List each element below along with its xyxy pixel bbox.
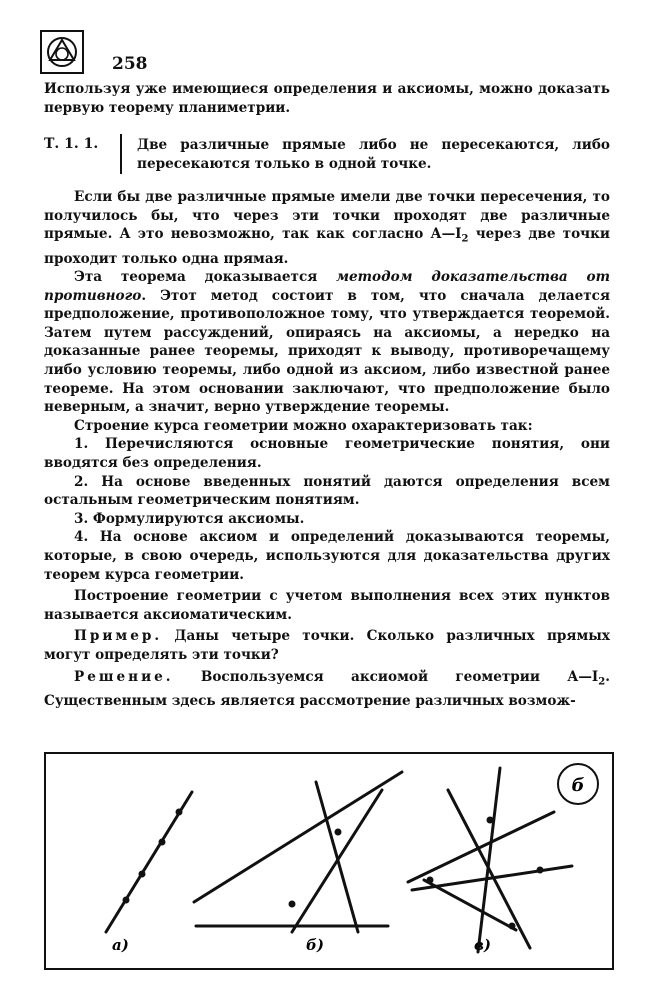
line-b3 (194, 772, 402, 902)
paragraph-structure: Строение курса геометрии можно охарактеризовать так: (74, 417, 533, 434)
point (537, 867, 544, 874)
method-term: методом доказательства от противного (44, 269, 610, 304)
point (509, 923, 516, 930)
solution-label: Решение. (74, 668, 174, 685)
example-paragraph: Пример. Даны четыре точки. Сколько различных прямых могут определять эти точки? (44, 628, 610, 663)
point (289, 901, 296, 908)
figure-drawing (106, 768, 572, 952)
paragraph-axiomatic: Построение геометрии с учетом выполнения всех этих пунктов называется аксиоматическим. (44, 588, 610, 623)
point (123, 897, 130, 904)
list-item: 1. Перечисляются основные геометрические понятия, они вводятся без определения. (44, 436, 610, 472)
point (487, 817, 494, 824)
theorem-label: Т. 1. 1. (44, 136, 99, 152)
figure-label-c: в) (474, 936, 491, 954)
point (159, 839, 166, 846)
theorem-divider (120, 134, 122, 174)
figure-label-b: б) (306, 936, 324, 954)
figure-label-a: а) (112, 936, 129, 954)
solution-paragraph: Решение. Воспользуемся аксиомой геометрии $А—I_2$. Существенным здесь является рассмотрение различных возмож- (44, 668, 610, 709)
list-item: 4. На основе аксиом и определений доказываются теоремы, которые, в свою очередь, используются для доказательства других теорем курса геометрии. (44, 529, 610, 583)
figure-badge-label: б (571, 775, 585, 796)
paragraph-method: Эта теорема доказывается методом доказательства от противного. Этот метод состоит в том, что сначала делается предположение, противоположное тому, что утверждается теоремой. Затем путем рассуждений, опираясь на аксиомы, а нередко на доказанные ранее теоремы, приходят к выводу, противоречащему либо условию теоремы, либо одной из аксиом, либо известной ранее теореме. На этом основании заключают, что предположение было неверным, а значит, верно утверждение теоремы. (44, 269, 610, 416)
point (427, 877, 434, 884)
theorem-text: Две различные прямые либо не пересекаются, либо пересекаются только в одной точке. (137, 137, 610, 172)
example-label: Пример. (74, 628, 163, 645)
list-item: 3. Формулируются аксиомы. (74, 510, 305, 527)
line-c5 (424, 880, 516, 930)
body-text (44, 188, 610, 710)
point (176, 809, 183, 816)
paragraph-proof: Если бы две различные прямые имели две точки пересечения, то получилось бы, что через эти точки проходят две различные прямые. А это невозможно, так как согласно $А—I_2$ через две точки проходит только одна прямая. (44, 189, 611, 267)
point (139, 871, 146, 878)
line-c2 (478, 768, 500, 952)
list-item: 2. На основе введенных понятий даются определения всем остальным геометрическим понятиям. (44, 473, 610, 509)
figure-lines (44, 752, 614, 970)
intro-paragraph: Используя уже имеющиеся определения и аксиомы, можно доказать первую теорему планиметрии. (44, 81, 610, 116)
logo-icon (40, 30, 84, 74)
point (335, 829, 342, 836)
page-number: 258 (112, 54, 148, 74)
